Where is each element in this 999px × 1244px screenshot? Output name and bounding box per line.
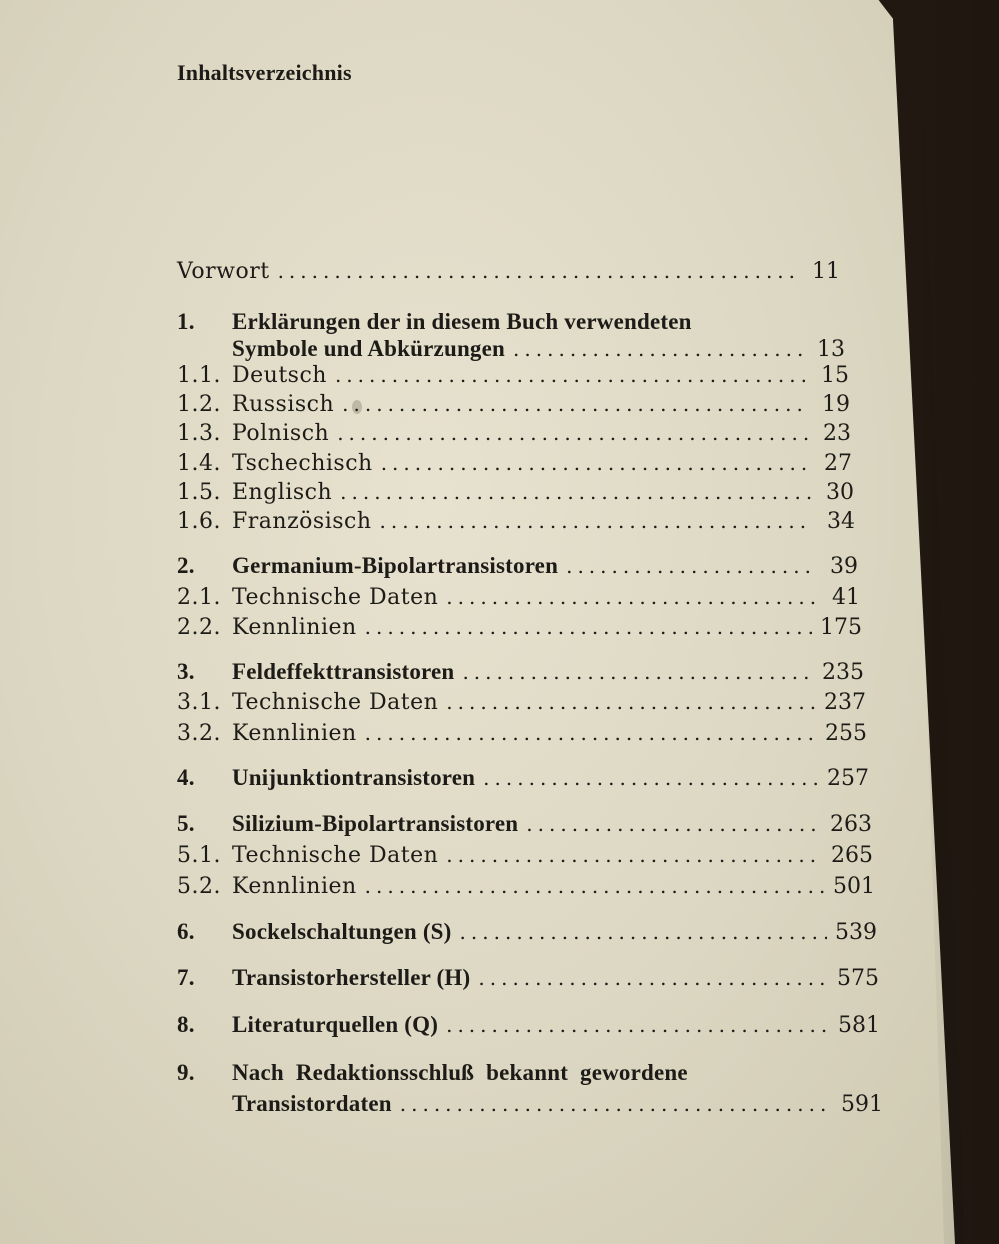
toc-chapter-5 xyxy=(177,811,872,838)
toc-page-number: 39 xyxy=(830,554,858,579)
toc-page-number: 539 xyxy=(835,920,877,945)
toc-leader-dots xyxy=(483,765,819,791)
toc-entry-number: 9. xyxy=(177,1060,195,1085)
toc-chapter-8 xyxy=(177,1012,880,1039)
toc-entry-number: 5.2. xyxy=(177,874,221,899)
toc-entry-title: Kennlinien xyxy=(232,721,357,746)
toc-entry-title-line1: Erklärungen der in diesem Buch verwendeten xyxy=(232,309,692,334)
toc-section-1-6 xyxy=(177,508,855,535)
toc-chapter-9 xyxy=(177,1091,883,1118)
toc-leader-dots xyxy=(446,1012,830,1038)
toc-entry-number: 1. xyxy=(177,309,195,334)
toc-entry-title: Transistorhersteller (H) xyxy=(232,965,471,990)
toc-leader-dots xyxy=(446,689,816,715)
toc-page-number: 501 xyxy=(833,874,875,899)
toc-entry-number: 2.2. xyxy=(177,615,221,640)
toc-entry-number: 1.2. xyxy=(177,392,221,417)
toc-entry-number: 2. xyxy=(177,553,195,578)
toc-section-5-1 xyxy=(177,842,873,869)
toc-entry-number: 5.1. xyxy=(177,843,221,868)
toc-page-number: 575 xyxy=(837,966,879,991)
toc-entry-number: 5. xyxy=(177,811,195,836)
toc-leader-dots xyxy=(340,479,812,505)
toc-leader-dots xyxy=(446,842,823,868)
toc-page-number: 581 xyxy=(838,1013,880,1038)
toc-entry-title: Technische Daten xyxy=(232,690,439,715)
toc-leader-dots xyxy=(278,258,798,284)
toc-page-number: 30 xyxy=(826,480,854,505)
toc-section-2-1 xyxy=(177,584,860,611)
toc-entry-number: 4. xyxy=(177,765,195,790)
toc-entry-title: Französisch xyxy=(232,509,372,534)
toc-entry-number: 1.1. xyxy=(177,363,221,388)
toc-page-number: 27 xyxy=(824,451,852,476)
toc-entry-title: Polnisch xyxy=(232,421,330,446)
page-title: Inhaltsverzeichnis xyxy=(177,60,352,85)
toc-entry-title: Deutsch xyxy=(232,363,327,388)
toc-entry-title: Englisch xyxy=(232,480,333,505)
toc-leader-dots xyxy=(566,553,816,579)
toc-page-number: 34 xyxy=(827,509,855,534)
toc-entry-title: Tschechisch xyxy=(232,451,373,476)
toc-page-number: 23 xyxy=(823,421,851,446)
toc-leader-dots xyxy=(446,584,818,610)
toc-leader-dots xyxy=(400,1091,833,1117)
toc-entry-title: Transistordaten xyxy=(232,1091,392,1116)
toc-page-number: 15 xyxy=(821,363,849,388)
toc-page-number: 41 xyxy=(832,585,860,610)
toc-page-number: 237 xyxy=(824,690,866,715)
toc-page-number: 11 xyxy=(812,259,840,284)
toc-entry-vorwort xyxy=(177,258,840,285)
toc-entry-title: Kennlinien xyxy=(232,874,357,899)
toc-page-number: 19 xyxy=(822,392,850,417)
toc-leader-dots xyxy=(335,362,807,388)
toc-leader-dots xyxy=(342,391,808,417)
toc-leader-dots xyxy=(380,508,813,534)
toc-section-1-5 xyxy=(177,479,854,506)
toc-entry-number: 3. xyxy=(177,659,195,684)
toc-entry-number: 2.1. xyxy=(177,585,221,610)
toc-section-2-2 xyxy=(177,614,862,641)
toc-leader-dots xyxy=(381,450,810,476)
toc-entry-number: 1.6. xyxy=(177,509,221,534)
toc-section-5-2 xyxy=(177,873,875,900)
toc-entry-title: Unijunktiontransistoren xyxy=(232,765,476,790)
toc-page-number: 175 xyxy=(820,615,862,640)
toc-entry-number: 6. xyxy=(177,919,195,944)
toc-chapter-7 xyxy=(177,965,879,992)
toc-entry-title: Symbole und Abkürzungen xyxy=(232,336,506,361)
toc-entry-number: 1.5. xyxy=(177,480,221,505)
toc-section-1-2 xyxy=(177,391,850,418)
toc-entry-number: 1.3. xyxy=(177,421,221,446)
toc-chapter-3 xyxy=(177,659,864,686)
toc-entry-title: Russisch xyxy=(232,392,335,417)
toc-page-number: 263 xyxy=(830,812,872,837)
toc-chapter-2 xyxy=(177,553,858,580)
toc-chapter-9-first-line xyxy=(177,1060,688,1086)
toc-leader-dots xyxy=(513,336,803,362)
toc-entry-number: 1.4. xyxy=(177,451,221,476)
toc-leader-dots xyxy=(365,720,817,746)
toc-page-number: 257 xyxy=(827,766,869,791)
toc-leader-dots xyxy=(478,965,829,991)
toc-chapter-1-first-line xyxy=(177,309,692,335)
toc-chapter-4 xyxy=(177,765,869,792)
toc-entry-number: 3.2. xyxy=(177,721,221,746)
toc-leader-dots xyxy=(462,659,814,685)
toc-entry-number: 7. xyxy=(177,965,195,990)
toc-section-1-4 xyxy=(177,450,852,477)
toc-leader-dots xyxy=(460,919,827,945)
toc-entry-title: Technische Daten xyxy=(232,843,439,868)
toc-entry-title: Sockelschaltungen (S) xyxy=(232,919,452,944)
toc-entry-title: Kennlinien xyxy=(232,615,357,640)
toc-entry-title: Germanium-Bipolartransistoren xyxy=(232,553,559,578)
toc-entry-number: 8. xyxy=(177,1012,195,1037)
toc-page-number: 235 xyxy=(822,660,864,685)
toc-page-number: 265 xyxy=(831,843,873,868)
toc-entry-title: Literaturquellen (Q) xyxy=(232,1012,439,1037)
toc-entry-title: Technische Daten xyxy=(232,585,439,610)
toc-leader-dots xyxy=(526,811,822,837)
toc-page-number: 591 xyxy=(841,1092,883,1117)
toc-chapter-6 xyxy=(177,919,877,946)
toc-page-number: 13 xyxy=(817,337,845,362)
toc-entry-title: Silizium-Bipolartransistoren xyxy=(232,811,519,836)
toc-entry-title-line1: Nach Redaktionsschluß bekannt gewordene xyxy=(232,1060,688,1085)
toc-leader-dots xyxy=(365,873,825,899)
toc-leader-dots xyxy=(337,420,809,446)
toc-section-1-3 xyxy=(177,420,851,447)
toc-section-3-1 xyxy=(177,689,866,716)
toc-leader-dots xyxy=(365,614,812,640)
toc-page-number: 255 xyxy=(825,721,867,746)
toc-section-1-1 xyxy=(177,362,849,389)
toc-entry-number: 3.1. xyxy=(177,690,221,715)
toc-section-3-2 xyxy=(177,720,867,747)
toc-entry-title: Vorwort xyxy=(177,259,270,284)
toc-entry-title: Feldeffekttransistoren xyxy=(232,659,455,684)
toc-chapter-1 xyxy=(177,336,845,363)
